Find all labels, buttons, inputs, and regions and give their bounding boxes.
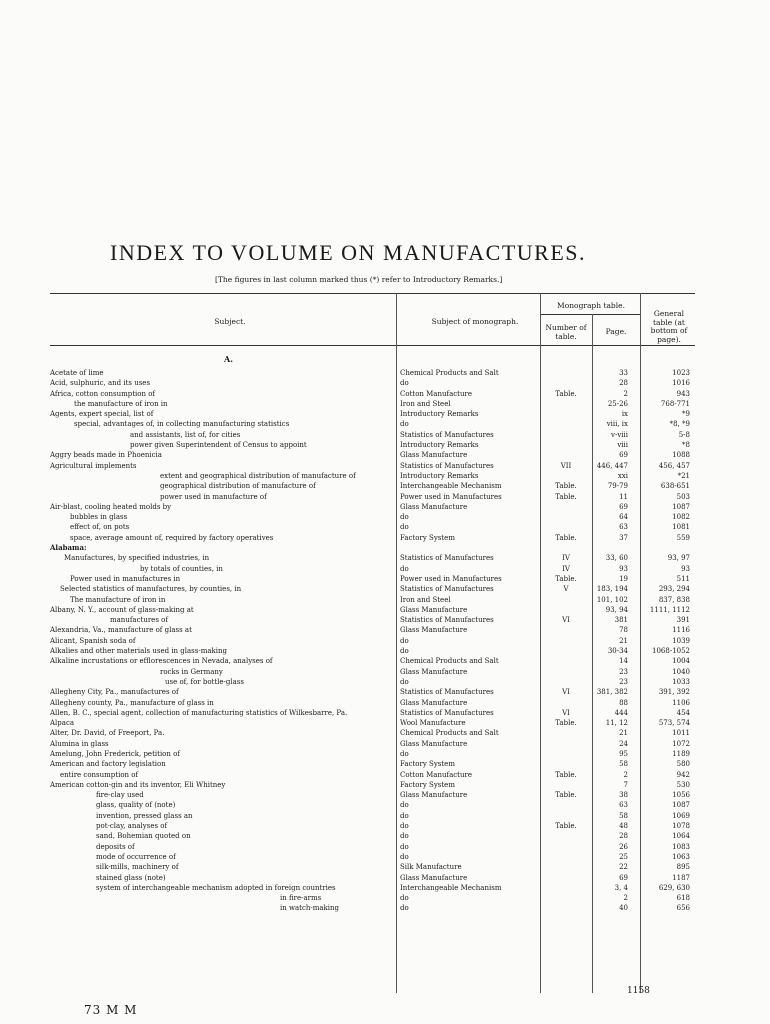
table-row: [0, 698, 770, 708]
index-general-page: 456, 457: [658, 461, 690, 470]
index-monograph: Chemical Products and Salt: [400, 369, 499, 377]
index-monograph: Glass Manufacture: [400, 451, 468, 460]
index-page: viii, ix: [606, 420, 628, 429]
index-general-page: 1069: [672, 811, 690, 820]
index-subject: Alumina in glass: [50, 739, 109, 748]
table-row: [0, 584, 770, 594]
index-page: 79-79: [607, 482, 628, 491]
index-subject: space, average amount of, required by factory operatives: [70, 533, 274, 542]
index-monograph: Glass Manufacture: [400, 667, 468, 676]
index-general-page: 1088: [672, 451, 690, 460]
index-table-number: Table.: [555, 533, 577, 542]
index-monograph: Cotton Manufacture: [400, 389, 472, 398]
index-page: ix: [621, 410, 628, 419]
index-table-number: Table.: [555, 719, 577, 728]
table-row: [0, 728, 770, 738]
table-row: [0, 842, 770, 852]
index-page: 40: [619, 904, 628, 913]
table-row: [0, 481, 770, 491]
index-subject: Alabama:: [50, 543, 87, 553]
table-row: [0, 790, 770, 800]
index-page: 24: [619, 739, 628, 748]
index-subject: Aggry beads made in Phoenicia: [50, 451, 162, 460]
index-monograph: Introductory Remarks: [400, 410, 479, 419]
index-general-page: 629, 630: [658, 883, 690, 892]
index-monograph: Statistics of Manufactures: [400, 554, 494, 563]
index-subject: pot-clay, analyses of: [96, 822, 168, 831]
table-row: [0, 636, 770, 646]
index-page: 25: [619, 852, 628, 861]
table-row: [0, 718, 770, 728]
index-general-page: 1083: [672, 842, 690, 851]
index-general-page: 1039: [672, 636, 690, 645]
index-subject: fire-clay used: [96, 791, 144, 800]
table-row: [0, 852, 770, 862]
index-general-page: 1082: [672, 513, 690, 522]
index-subject: manufactures of: [110, 616, 168, 625]
table-row: [0, 873, 770, 883]
table-row: [0, 800, 770, 810]
index-subject: Agricultural implements: [50, 461, 137, 470]
table-row: [0, 419, 770, 429]
index-subject: deposits of: [96, 842, 135, 851]
index-monograph: Silk Manufacture: [400, 863, 462, 872]
index-monograph: Iron and Steel: [400, 399, 451, 408]
index-page: 33: [619, 369, 628, 377]
index-page: 7: [623, 780, 628, 789]
header-monograph-subject: Subject of monograph.: [431, 317, 519, 326]
index-subject: the manufacture of iron in: [74, 399, 168, 408]
index-monograph: Glass Manufacture: [400, 739, 468, 748]
index-table-number: Table.: [555, 492, 577, 501]
index-general-page: 1081: [672, 523, 690, 532]
index-page: 28: [619, 379, 628, 388]
index-page: 30-34: [607, 647, 628, 656]
index-general-page: 1187: [672, 873, 690, 882]
index-general-page: 93: [681, 564, 690, 573]
index-monograph: Statistics of Manufactures: [400, 708, 494, 717]
index-table-number: VI: [562, 688, 570, 697]
index-general-page: 580: [676, 760, 690, 769]
index-page: xxi: [617, 471, 628, 480]
index-page: 11, 12: [605, 719, 628, 728]
index-general-page: 93, 97: [667, 554, 690, 563]
index-page: 101, 102: [596, 595, 628, 604]
index-general-page: 1087: [672, 801, 690, 810]
index-monograph: do: [400, 801, 409, 810]
index-general-page: 895: [676, 863, 690, 872]
index-page: 2: [623, 894, 628, 903]
index-subject: system of interchangeable mechanism adopted in foreign countries: [96, 883, 336, 892]
index-general-page: 1064: [672, 832, 690, 841]
index-subject: Alpaca: [50, 719, 75, 728]
index-page: 21: [619, 636, 628, 645]
index-subject: extent and geographical distribution of manufacture of: [160, 471, 356, 480]
index-table-number: V: [563, 585, 569, 594]
index-general-page: 1023: [672, 369, 690, 377]
index-page: 444: [614, 708, 628, 717]
index-monograph: Introductory Remarks: [400, 441, 479, 450]
index-page: 2: [623, 389, 628, 398]
index-monograph: do: [400, 523, 409, 532]
index-monograph: do: [400, 832, 409, 841]
index-monograph: Statistics of Manufactures: [400, 585, 494, 594]
index-subject: effect of, on pots: [70, 523, 130, 532]
index-general-page: *9: [682, 410, 690, 419]
table-row: [0, 430, 770, 440]
index-table-number: Table.: [555, 574, 577, 583]
index-page: 93, 94: [605, 605, 628, 614]
table-row: [0, 687, 770, 697]
index-subject: Albany, N. Y., account of glass-making at: [50, 605, 194, 614]
index-monograph: Glass Manufacture: [400, 502, 468, 511]
index-page: viii: [617, 441, 628, 450]
index-general-page: 768-771: [660, 399, 690, 408]
index-subject: sand, Bohemian quoted on: [96, 832, 191, 841]
index-page: 381: [614, 616, 628, 625]
index-page: 183, 194: [596, 585, 628, 594]
index-monograph: do: [400, 636, 409, 645]
table-row: [0, 821, 770, 831]
index-general-page: 942: [676, 770, 690, 779]
section-letter: A.: [224, 354, 233, 364]
index-monograph: do: [400, 811, 409, 820]
table-row: [0, 780, 770, 790]
header-monograph-table: Monograph table.: [557, 301, 625, 310]
index-general-page: 454: [676, 708, 690, 717]
header-number-of-table: Number of table.: [545, 323, 587, 341]
index-general-page: 391: [676, 616, 690, 625]
index-subject: power given Superintendent of Census to appoint: [130, 441, 307, 450]
table-row: [0, 574, 770, 584]
index-page: 78: [619, 626, 628, 635]
index-general-page: 638-651: [660, 482, 690, 491]
index-page: 381, 382: [596, 688, 628, 697]
index-page: 58: [619, 760, 628, 769]
index-page: 28: [619, 832, 628, 841]
table-row: [0, 512, 770, 522]
header-sub-rule: [540, 314, 640, 315]
index-page: 64: [619, 513, 628, 522]
index-subject: special, advantages of, in collecting manufacturing statistics: [74, 420, 290, 429]
index-subject: and assistants, list of, for cities: [130, 430, 241, 439]
index-monograph: do: [400, 842, 409, 851]
index-page: 37: [619, 533, 628, 542]
index-subject: power used in manufacture of: [160, 492, 267, 501]
index-general-page: 656: [676, 904, 690, 913]
index-general-page: 573, 574: [658, 719, 690, 728]
header-page: Page.: [605, 327, 627, 336]
index-monograph: do: [400, 822, 409, 831]
index-monograph: Cotton Manufacture: [400, 770, 472, 779]
index-general-page: 391, 392: [658, 688, 690, 697]
index-general-page: 559: [676, 533, 690, 542]
index-monograph: do: [400, 852, 409, 861]
index-page: 3, 4: [614, 883, 628, 892]
table-row: [0, 667, 770, 677]
index-monograph: Interchangeable Mechanism: [400, 883, 502, 892]
index-subject: American and factory legislation: [50, 760, 166, 769]
index-subject: Alkaline incrustations or efflorescences in Nevada, analyses of: [50, 657, 273, 666]
index-subject: invention, pressed glass an: [96, 811, 193, 820]
index-subject: glass, quality of (note): [96, 801, 176, 810]
index-monograph: Power used in Manufactures: [400, 492, 502, 501]
table-row: [0, 615, 770, 625]
index-page: 2: [623, 770, 628, 779]
index-monograph: Factory System: [400, 533, 455, 542]
index-table-number: VII: [560, 461, 572, 470]
index-general-page: 1072: [672, 739, 690, 748]
table-row: [0, 903, 770, 913]
index-subject: Power used in manufactures in: [70, 574, 181, 583]
index-monograph: do: [400, 513, 409, 522]
index-monograph: Glass Manufacture: [400, 791, 468, 800]
index-table-number: VI: [562, 708, 570, 717]
table-row: [0, 522, 770, 532]
index-general-page: 1004: [672, 657, 690, 666]
index-monograph: Factory System: [400, 780, 455, 789]
index-monograph: Chemical Products and Salt: [400, 657, 499, 666]
index-table-number: VI: [562, 616, 570, 625]
column-note: [The figures in last column marked thus (*) refer to Introductory Remarks.]: [215, 275, 503, 284]
index-table-number: Table.: [555, 791, 577, 800]
index-page: 11: [619, 492, 628, 501]
index-monograph: Glass Manufacture: [400, 698, 468, 707]
index-general-page: 5-8: [678, 430, 690, 439]
table-row: [0, 399, 770, 409]
index-subject: Acid, sulphuric, and its uses: [50, 379, 151, 388]
index-general-page: 1033: [672, 677, 690, 686]
index-subject: entire consumption of: [60, 770, 139, 779]
index-general-page: *8: [682, 441, 690, 450]
index-table-number: Table.: [555, 389, 577, 398]
table-row: [0, 708, 770, 718]
index-page: 21: [619, 729, 628, 738]
index-subject: Manufactures, by specified industries, in: [64, 554, 210, 563]
index-monograph: Factory System: [400, 760, 455, 769]
index-page: 23: [619, 677, 628, 686]
index-page: 88: [619, 698, 628, 707]
table-row: [0, 646, 770, 656]
index-subject: mode of occurrence of: [96, 852, 176, 861]
index-page: 446, 447: [596, 461, 628, 470]
index-subject: silk-mills, machinery of: [96, 863, 179, 872]
index-general-page: 1111, 1112: [649, 605, 690, 614]
index-monograph: Iron and Steel: [400, 595, 451, 604]
index-monograph: do: [400, 894, 409, 903]
index-page: v-viii: [611, 430, 628, 439]
index-subject: Allegheny county, Pa., manufacture of glass in: [50, 698, 214, 707]
index-page: 63: [619, 523, 628, 532]
index-page: 48: [619, 822, 628, 831]
index-monograph: do: [400, 420, 409, 429]
table-row: [0, 378, 770, 388]
index-monograph: Glass Manufacture: [400, 873, 468, 882]
table-row: [0, 759, 770, 769]
index-general-page: 1068-1052: [652, 647, 690, 656]
header-general-table: General table (at bottom of page).: [650, 309, 688, 344]
header-top-rule: [50, 293, 695, 294]
table-row: [0, 533, 770, 543]
index-general-page: 943: [676, 389, 690, 398]
table-row: [0, 862, 770, 872]
table-row: [0, 450, 770, 460]
table-row: [0, 492, 770, 502]
table-row: [0, 893, 770, 903]
index-monograph: do: [400, 564, 409, 573]
index-general-page: 1106: [672, 698, 690, 707]
table-row: [0, 770, 770, 780]
index-page: 95: [619, 749, 628, 758]
table-row: [0, 543, 770, 553]
index-subject: Allegheny City, Pa., manufactures of: [50, 688, 179, 697]
index-subject: Selected statistics of manufactures, by counties, in: [60, 585, 242, 594]
index-subject: Allen, B. C., special agent, collection of manufacturing statistics of Wilkesbarre, Pa.: [50, 708, 348, 717]
header-bottom-rule: [50, 345, 695, 346]
index-page: 38: [619, 791, 628, 800]
index-subject: geographical distribution of manufacture of: [160, 482, 316, 491]
table-row: [0, 409, 770, 419]
table-row: [0, 595, 770, 605]
index-subject: Acetate of lime: [50, 369, 104, 377]
index-general-page: 1011: [672, 729, 690, 738]
index-subject: Alexandria, Va., manufacture of glass at: [50, 626, 192, 635]
table-row: [0, 368, 770, 378]
index-subject: in fire-arms: [280, 894, 322, 903]
index-monograph: do: [400, 379, 409, 388]
index-general-page: 618: [676, 894, 690, 903]
table-row: [0, 553, 770, 563]
table-row: [0, 811, 770, 821]
index-subject: Agents, expert special, list of: [50, 410, 154, 419]
table-row: [0, 461, 770, 471]
table-row: [0, 625, 770, 635]
index-page: 23: [619, 667, 628, 676]
index-monograph: Wool Manufacture: [400, 719, 466, 728]
index-general-page: 1189: [672, 749, 690, 758]
index-monograph: Interchangeable Mechanism: [400, 482, 502, 491]
index-subject: The manufacture of iron in: [70, 595, 166, 604]
index-monograph: Power used in Manufactures: [400, 574, 502, 583]
table-row: [0, 564, 770, 574]
index-page: 93: [619, 564, 628, 573]
index-subject: Alter, Dr. David, of Freeport, Pa.: [50, 729, 165, 738]
index-table-number: IV: [562, 554, 570, 563]
index-monograph: do: [400, 677, 409, 686]
index-subject: stained glass (note): [96, 873, 166, 882]
index-page: 14: [619, 657, 628, 666]
index-monograph: Statistics of Manufactures: [400, 616, 494, 625]
page-title: INDEX TO VOLUME ON MANUFACTURES.: [110, 240, 587, 265]
index-subject: Air-blast, cooling heated molds by: [50, 502, 172, 511]
index-monograph: do: [400, 904, 409, 913]
index-subject: American cotton-gin and its inventor, Eli Whitney: [50, 780, 226, 789]
index-subject: Africa, cotton consumption of: [50, 389, 156, 398]
index-subject: rocks in Germany: [160, 667, 223, 676]
table-row: [0, 502, 770, 512]
index-general-page: 511: [676, 574, 690, 583]
table-row: [0, 749, 770, 759]
index-monograph: Statistics of Manufactures: [400, 461, 494, 470]
index-general-page: 1056: [672, 791, 690, 800]
index-general-page: 1087: [672, 502, 690, 511]
index-subject: use of, for bottle-glass: [165, 677, 244, 686]
index-monograph: do: [400, 749, 409, 758]
index-table-number: Table.: [555, 482, 577, 491]
index-page: 26: [619, 842, 628, 851]
index-subject: in watch-making: [280, 904, 340, 913]
table-row: [0, 739, 770, 749]
index-monograph: Glass Manufacture: [400, 605, 468, 614]
index-table-number: Table.: [555, 770, 577, 779]
table-row: [0, 677, 770, 687]
index-page: 63: [619, 801, 628, 810]
index-page: 69: [619, 502, 628, 511]
table-row: [0, 656, 770, 666]
index-general-page: 837, 838: [658, 595, 690, 604]
page-number: 1158: [627, 986, 650, 996]
index-page: 58: [619, 811, 628, 820]
index-page: 25-26: [607, 399, 628, 408]
index-general-page: 293, 294: [658, 585, 690, 594]
index-table-number: IV: [562, 564, 570, 573]
table-row: [0, 883, 770, 893]
header-subject: Subject.: [214, 317, 246, 326]
index-rows: [0, 368, 770, 914]
index-general-page: 503: [676, 492, 690, 501]
index-general-page: 1040: [672, 667, 690, 676]
index-subject: Alicant, Spanish soda of: [50, 636, 136, 645]
index-subject: by totals of counties, in: [140, 564, 223, 573]
table-row: [0, 831, 770, 841]
index-general-page: 1016: [672, 379, 690, 388]
index-page: 33, 60: [605, 554, 628, 563]
index-subject: bubbles in glass: [70, 513, 128, 522]
index-page: 19: [619, 574, 628, 583]
index-subject: Amelung, John Frederick, petition of: [50, 749, 180, 758]
index-page: 22: [619, 863, 628, 872]
index-monograph: Chemical Products and Salt: [400, 729, 499, 738]
index-general-page: 530: [676, 780, 690, 789]
table-row: [0, 389, 770, 399]
table-row: [0, 471, 770, 481]
table-row: [0, 605, 770, 615]
index-monograph: Glass Manufacture: [400, 626, 468, 635]
table-row: [0, 440, 770, 450]
index-subject: Alkalies and other materials used in glass-making: [50, 647, 228, 656]
index-monograph: Introductory Remarks: [400, 471, 479, 480]
footer-signature: 73 M M: [84, 1003, 138, 1017]
index-monograph: Statistics of Manufactures: [400, 688, 494, 697]
index-monograph: do: [400, 647, 409, 656]
index-general-page: 1078: [672, 822, 690, 831]
index-table-number: Table.: [555, 822, 577, 831]
index-general-page: *8, *9: [669, 420, 690, 429]
index-page: 69: [619, 873, 628, 882]
index-page: 69: [619, 451, 628, 460]
index-general-page: 1116: [672, 626, 690, 635]
index-general-page: 1063: [672, 852, 690, 861]
index-general-page: *21: [677, 471, 690, 480]
index-monograph: Statistics of Manufactures: [400, 430, 494, 439]
